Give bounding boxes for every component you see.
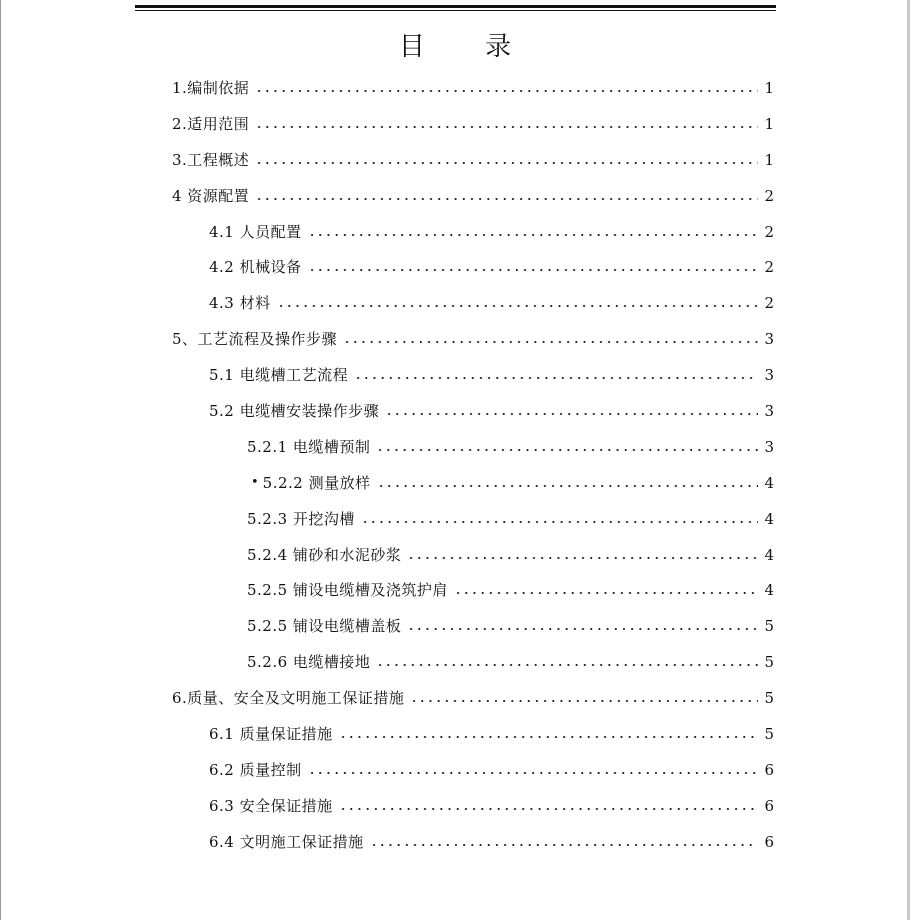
toc-entry[interactable] <box>172 429 774 465</box>
toc-entry-label: 5、工艺流程及操作步骤 <box>172 330 338 349</box>
toc-entry[interactable] <box>172 214 774 250</box>
toc-dot-leader <box>361 521 758 523</box>
toc-dot-leader <box>308 772 758 774</box>
toc-entry[interactable] <box>172 465 774 501</box>
toc-entry-label: 5.2.3 开挖沟槽 <box>247 509 355 528</box>
toc-entry-page-number: 3 <box>764 437 774 456</box>
toc-entry[interactable] <box>172 824 774 860</box>
toc-entry-page-number: 1 <box>764 114 774 133</box>
toc-entry[interactable] <box>172 357 774 393</box>
toc-dot-leader <box>255 162 758 164</box>
toc-entry-page-number: 1 <box>764 78 774 97</box>
toc-entry-bullet: • <box>251 474 259 490</box>
toc-entry[interactable] <box>172 393 774 429</box>
toc-entry[interactable] <box>172 285 774 321</box>
toc-entry-page-number: 2 <box>764 258 774 277</box>
toc-dot-leader <box>343 341 758 343</box>
toc-entry-page-number: 4 <box>764 509 774 528</box>
toc-dot-leader <box>255 198 758 200</box>
toc-entry[interactable] <box>172 178 774 214</box>
page-edge-left <box>0 0 1 920</box>
toc-entry-page-number: 2 <box>764 186 774 205</box>
toc-dot-leader <box>407 628 758 630</box>
toc-entry[interactable] <box>172 644 774 680</box>
toc-entry-page-number: 6 <box>764 796 774 815</box>
toc-entry-label: 4.1 人员配置 <box>209 222 302 241</box>
toc-entry-label: 5.2.5 铺设电缆槽及浇筑护肩 <box>247 581 448 600</box>
toc-entry-label: 4.2 机械设备 <box>209 258 302 277</box>
toc-dot-leader <box>308 269 758 271</box>
toc-entry-page-number: 5 <box>764 724 774 743</box>
toc-entry[interactable] <box>172 249 774 285</box>
toc-entry-page-number: 5 <box>764 653 774 672</box>
toc-entry-page-number: 4 <box>764 545 774 564</box>
toc-dot-leader <box>255 126 758 128</box>
toc-entry-label: 2.适用范围 <box>172 114 250 133</box>
toc-dot-leader <box>255 90 758 92</box>
toc-entry-label: 5.2.2 测量放样 <box>262 473 371 492</box>
toc-dot-leader <box>454 592 758 594</box>
toc-title: 目 录 <box>398 32 538 62</box>
toc-entry[interactable] <box>172 501 774 537</box>
toc-entry-label: 6.2 质量控制 <box>209 760 302 779</box>
toc-entry[interactable] <box>172 106 774 142</box>
toc-entry-page-number: 2 <box>764 222 774 241</box>
toc-entry-label: 6.1 质量保证措施 <box>209 724 333 743</box>
toc-dot-leader <box>370 844 758 846</box>
header-rule-thick <box>135 5 776 8</box>
toc-dot-leader <box>277 305 758 307</box>
toc-entry-page-number: 1 <box>764 150 774 169</box>
toc-entry-label: 6.质量、安全及文明施工保证措施 <box>172 689 405 708</box>
header-rule-thin <box>135 10 776 11</box>
toc-dot-leader <box>354 377 758 379</box>
toc-dot-leader <box>376 449 758 451</box>
toc-dot-leader <box>308 234 758 236</box>
toc-entry[interactable] <box>172 788 774 824</box>
toc-entry-label: 5.2.6 电缆槽接地 <box>247 653 371 672</box>
toc-entry-label: 4 资源配置 <box>172 186 250 205</box>
toc-entry-page-number: 5 <box>764 617 774 636</box>
toc-entry-label: 5.2 电缆槽安装操作步骤 <box>209 401 380 420</box>
toc-dot-leader <box>376 664 758 666</box>
toc-entry-label: 4.3 材料 <box>209 294 271 313</box>
toc-entry[interactable] <box>172 716 774 752</box>
toc-dot-leader <box>377 485 758 487</box>
toc-entry[interactable] <box>172 608 774 644</box>
toc-entry-page-number: 3 <box>764 330 774 349</box>
toc-entry-page-number: 5 <box>764 689 774 708</box>
toc-entry-label: 5.2.5 铺设电缆槽盖板 <box>247 617 402 636</box>
toc-entry-label: 1.编制依据 <box>172 78 250 97</box>
toc-entry-label: 3.工程概述 <box>172 150 250 169</box>
toc-entry-page-number: 6 <box>764 760 774 779</box>
toc-entry-label: 5.1 电缆槽工艺流程 <box>209 366 349 385</box>
toc-entry[interactable] <box>172 537 774 573</box>
toc-dot-leader <box>385 413 758 415</box>
toc-entry-page-number: 3 <box>764 401 774 420</box>
toc-entry[interactable] <box>172 321 774 357</box>
toc-entry-label: 5.2.4 铺砂和水泥砂浆 <box>247 545 402 564</box>
toc-entry-page-number: 4 <box>764 473 774 492</box>
toc-entry-page-number: 2 <box>764 294 774 313</box>
toc-entry-page-number: 3 <box>764 366 774 385</box>
toc-entry[interactable] <box>172 70 774 106</box>
toc-entry[interactable] <box>172 680 774 716</box>
toc-list <box>172 70 774 860</box>
toc-entry-label: 5.2.1 电缆槽预制 <box>247 437 371 456</box>
toc-dot-leader <box>339 736 758 738</box>
toc-entry-page-number: 6 <box>764 832 774 851</box>
toc-dot-leader <box>407 557 758 559</box>
toc-dot-leader <box>410 700 758 702</box>
toc-entry[interactable] <box>172 572 774 608</box>
toc-entry-page-number: 4 <box>764 581 774 600</box>
toc-entry-label: 6.4 文明施工保证措施 <box>209 832 364 851</box>
toc-entry-label: 6.3 安全保证措施 <box>209 796 333 815</box>
toc-dot-leader <box>339 808 758 810</box>
toc-entry[interactable] <box>172 142 774 178</box>
toc-entry[interactable] <box>172 752 774 788</box>
